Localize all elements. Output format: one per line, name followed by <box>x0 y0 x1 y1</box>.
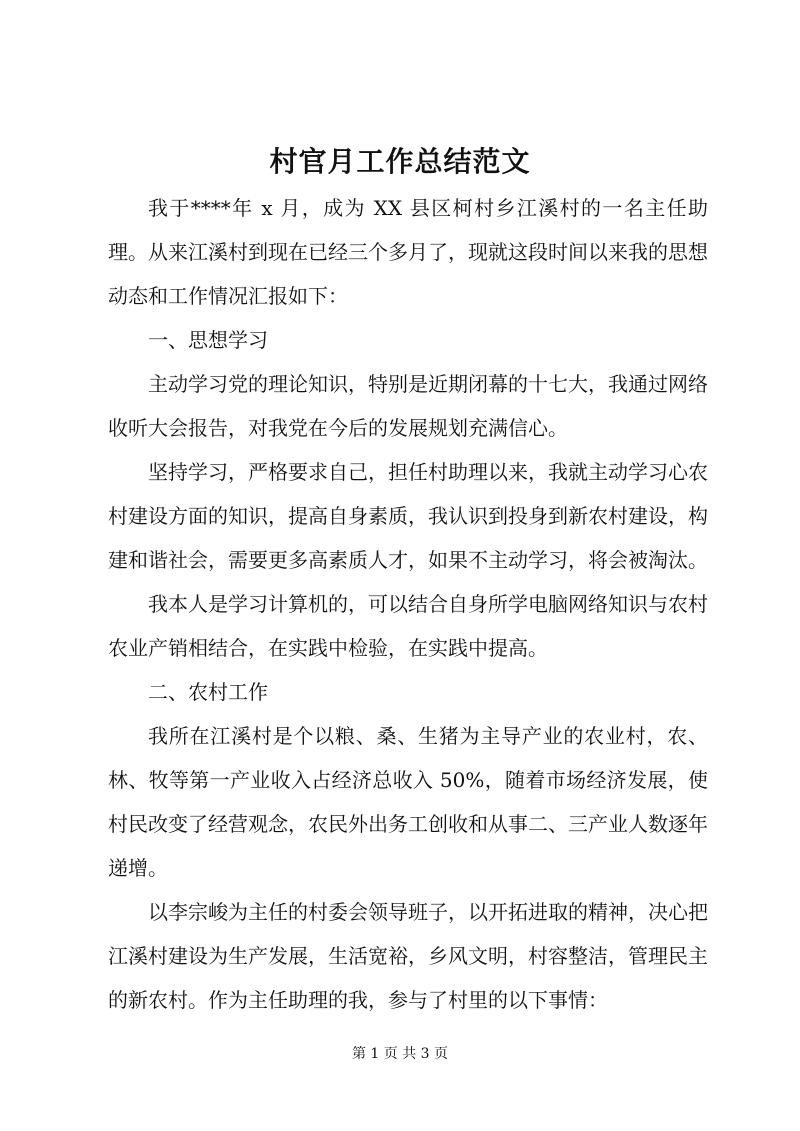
document-body <box>108 186 708 1022</box>
paragraph-village-industry: 我所在江溪村是个以粮、桑、生猪为主导产业的农业村，农、林、牧等第一产业收入占经济总收入 50%，随着市场经济发展，使村民改变了经营观念，农民外出务工创收和从事二、三产业人数逐年递增。 <box>108 724 708 880</box>
paragraph-village-committee: 以李宗峻为主任的村委会领导班子，以开拓进取的精神，决心把江溪村建设为生产发展，生活宽裕，乡风文明，村容整洁，管理民主的新农村。作为主任助理的我，参与了村里的以下事情： <box>108 900 708 1012</box>
section-heading-thought-study: 一、思想学习 <box>148 328 268 352</box>
page-number-footer: 第 1 页 共 3 页 <box>351 1046 449 1062</box>
paragraph-persist-learning: 坚持学习，严格要求自己，担任村助理以来，我就主动学习心农村建设方面的知识，提高自身素质，我认识到投身到新农村建设，构建和谐社会，需要更多高素质人才，如果不主动学习，将会被淘汰。 <box>108 460 708 572</box>
paragraph-intro: 我于****年 x 月，成为 XX 县区柯村乡江溪村的一名主任助理。从来江溪村到现在已经三个多月了，现就这段时间以来我的思想动态和工作情况汇报如下： <box>108 196 708 308</box>
section-heading-rural-work: 二、农村工作 <box>148 680 268 704</box>
paragraph-study-party-theory: 主动学习党的理论知识，特别是近期闭幕的十七大，我通过网络收听大会报告，对我党在今后的发展规划充满信心。 <box>108 372 708 440</box>
page-title: 村官月工作总结范文 <box>269 145 531 178</box>
paragraph-computer-knowledge: 我本人是学习计算机的，可以结合自身所学电脑网络知识与农村农业产销相结合，在实践中检验，在实践中提高。 <box>108 592 708 660</box>
